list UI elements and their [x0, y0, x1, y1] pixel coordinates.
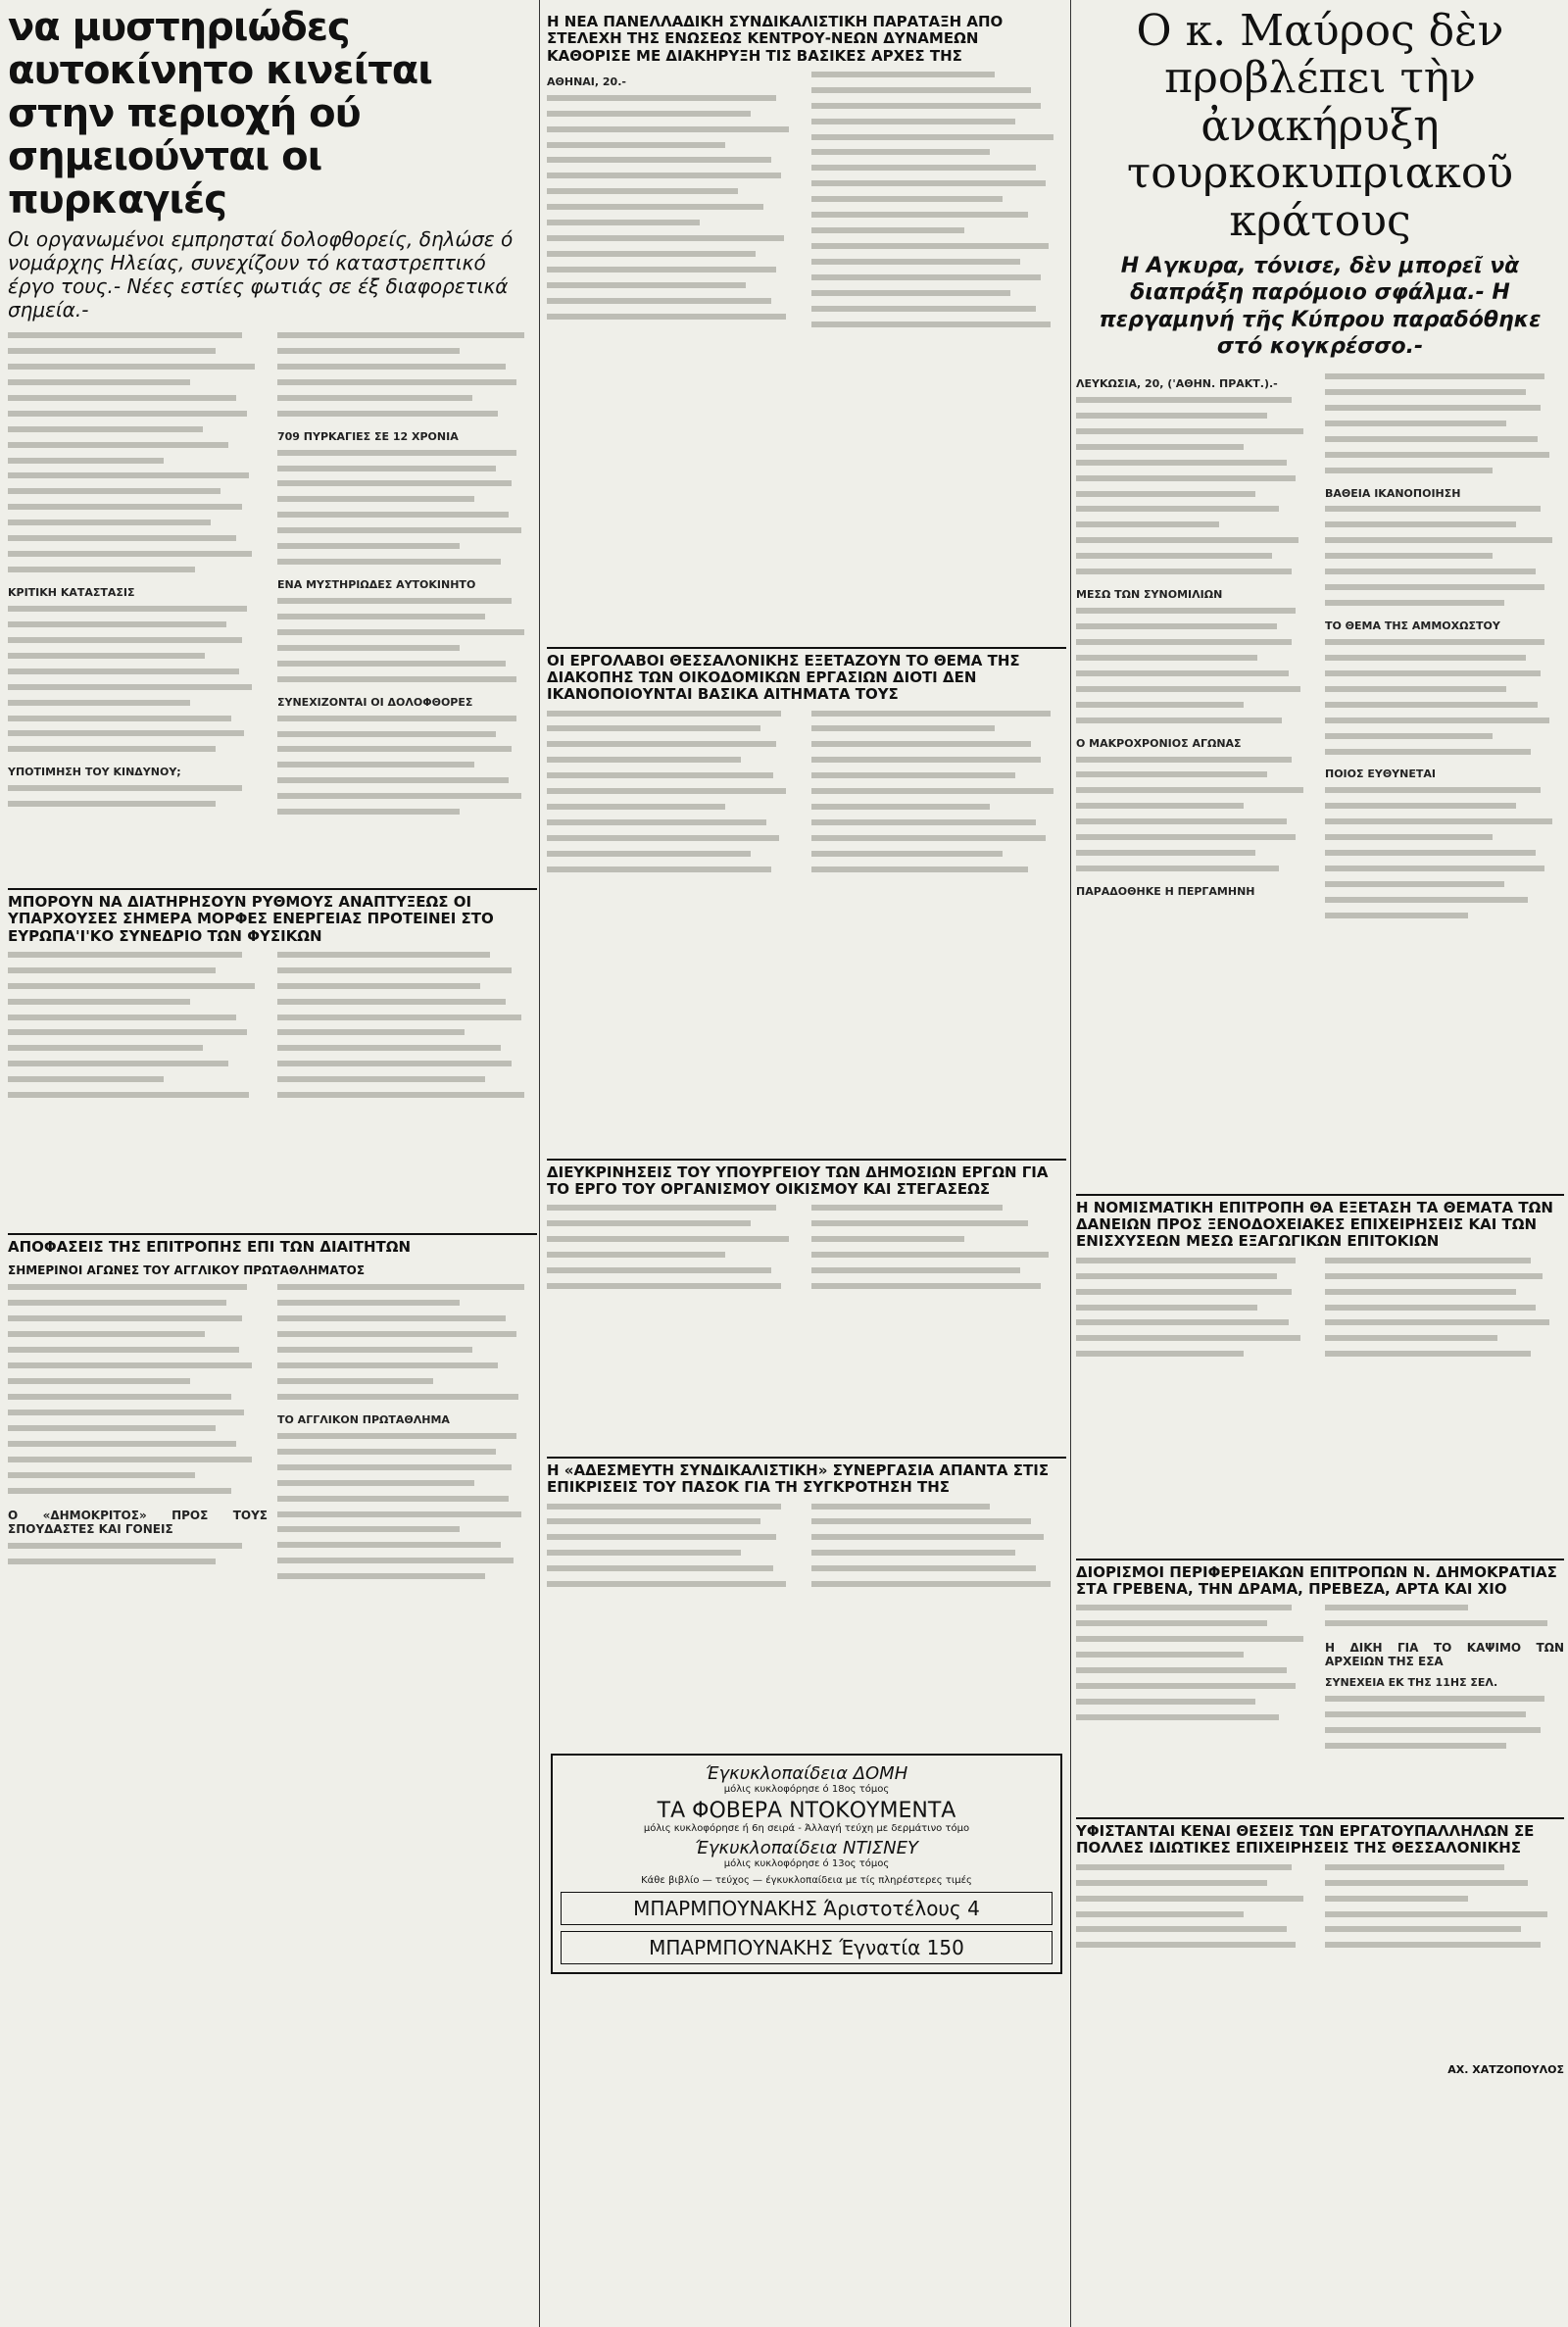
article-body: [1076, 1255, 1564, 1549]
ad-line: Έγκυκλοπαίδεια ΝΤΙΣΝΕΥ: [695, 1837, 918, 1858]
article-headline: Η ΝΟΜΙΣΜΑΤΙΚΗ ΕΠΙΤΡΟΠΗ ΘΑ ΕΞΕΤΑΣΗ ΤΑ ΘΕΜΑΤΑ ΤΩΝ ΔΑΝΕΙΩΝ ΠΡΟΣ ΞΕΝΟΔΟΧΕΙΑΚΕΣ ΕΠΙΧΕΙΡΗΣΕΙΣ ΚΑΙ ΤΩΝ ΕΝΙΣΧΥΣΕΩΝ ΜΕΣΩ ΕΞΑΓΩΓΙΚΩΝ ΕΠΙΤΟΚΙΩΝ: [1076, 1194, 1564, 1251]
article-body: [547, 1501, 1066, 1746]
article-headline: ΔΙΟΡΙΣΜΟΙ ΠΕΡΙΦΕΡΕΙΑΚΩΝ ΕΠΙΤΡΟΠΩΝ Ν. ΔΗΜΟΚΡΑΤΙΑΣ ΣΤΑ ΓΡΕΒΕΝΑ, ΤΗΝ ΔΡΑΜΑ, ΠΡΕΒΕΖΑ, ΑΡΤΑ ΚΑΙ ΧΙΟ: [1076, 1559, 1564, 1599]
subheading: Ο ΜΑΚΡΟΧΡΟΝΙΟΣ ΑΓΩΝΑΣ: [1076, 736, 1242, 750]
article-body: [1076, 371, 1564, 1184]
article-body: [8, 1281, 537, 1634]
article-body: [547, 1202, 1066, 1447]
article-headline: ΑΠΟΦΑΣΕΙΣ ΤΗΣ ΕΠΙΤΡΟΠΗΣ ΕΠΙ ΤΩΝ ΔΙΑΙΤΗΤΩΝ: [8, 1233, 537, 1256]
column-rule: [1070, 0, 1071, 2327]
headline-deck-right: Η Αγκυρα, τόνισε, δὲν μπορεῖ νὰ διαπράξη παρόμοιο σφάλμα.- Η περγαμηνή τῆς Κύπρου παραδόθηκε στό κογκρέσσο.-: [1099, 253, 1542, 360]
article-headline: Η ΝΕΑ ΠΑΝΕΛΛΑΔΙΚΗ ΣΥΝΔΙΚΑΛΙΣΤΙΚΗ ΠΑΡΑΤΑΞΗ ΑΠΟ ΣΤΕΛΕΧΗ ΤΗΣ ΕΝΩΣΕΩΣ ΚΕΝΤΡΟΥ-ΝΕΩΝ ΔΥΝΑΜΕΩΝ ΚΑΘΟΡΙΣΕ ΜΕ ΔΙΑΚΗΡΥΞΗ ΤΙΣ ΒΑΣΙΚΕΣ ΑΡΧΕΣ ΤΗΣ: [547, 13, 1004, 65]
ad-line: μόλις κυκλοφόρησε ό 18ος τόμος: [723, 1783, 890, 1795]
subheading: ΕΝΑ ΜΥΣΤΗΡΙΩΔΕΣ ΑΥΤΟΚΙΝΗΤΟ: [277, 578, 476, 592]
subheading: ΣΥΝΕΧΙΖΟΝΤΑΙ ΟΙ ΔΟΛΟΦΘΟΡΕΣ: [277, 695, 473, 709]
main-headline-right: Ο κ. Μαύρος δὲν προβλέπει τὴν ἀνακήρυξη τουρκοκυπριακοῦ κράτους: [1126, 6, 1514, 246]
subheading: ΒΑΘΕΙΑ ΙΚΑΝΟΠΟΙΗΣΗ: [1325, 486, 1461, 500]
subheading: ΥΠΟΤΙΜΗΣΗ ΤΟΥ ΚΙΝΔΥΝΟΥ;: [8, 766, 181, 779]
article-headline: ΜΠΟΡΟΥΝ ΝΑ ΔΙΑΤΗΡΗΣΟΥΝ ΡΥΘΜΟΥΣ ΑΝΑΠΤΥΞΕΩΣ ΟΙ ΥΠΑΡΧΟΥΣΕΣ ΣΗΜΕΡΑ ΜΟΡΦΕΣ ΕΝΕΡΓΕΙΑΣ ΠΡΟΤΕΙΝΕΙ ΣΤΟ ΕΥΡΩΠΑ'Ι'ΚΟ ΣΥΝΕΔΡΙΟ ΤΩΝ ΦΥΣΙΚΩΝ: [8, 888, 537, 945]
article-body: [8, 949, 537, 1223]
subheading: ΤΟ ΑΓΓΛΙΚΟΝ ΠΡΩΤΑΘΛΗΜΑ: [277, 1412, 450, 1426]
subheading: ΚΡΙΤΙΚΗ ΚΑΤΑΣΤΑΣΙΣ: [8, 586, 135, 599]
article-headline: Η ΔΙΚΗ ΓΙΑ ΤΟ ΚΑΨΙΜΟ ΤΩΝ ΑΡΧΕΙΩΝ ΤΗΣ ΕΣΑ: [1325, 1641, 1564, 1669]
main-headline-left: να μυστηριώδες αυτοκίνητο κινείται στην περιοχή ού σημειούνται οι πυρκαγιές: [8, 5, 432, 223]
article-body: [8, 329, 537, 878]
column-rule: [539, 0, 540, 2327]
ad-line: μόλις κυκλοφόρησε ό 13ος τόμος: [723, 1857, 890, 1869]
shop-address: ΜΠΑΡΜΠΟΥΝΑΚΗΣ Έγνατία 150: [561, 1931, 1053, 1964]
subheading: ΜΕΣΩ ΤΩΝ ΣΥΝΟΜΙΛΙΩΝ: [1076, 588, 1223, 602]
bookshop-advertisement: [551, 1754, 1062, 1974]
article-headline: ΥΦΙΣΤΑΝΤΑΙ ΚΕΝΑΙ ΘΕΣΕΙΣ ΤΩΝ ΕΡΓΑΤΟΥΠΑΛΛΗΛΩΝ ΣΕ ΠΟΛΛΕΣ ΙΔΙΩΤΙΚΕΣ ΕΠΙΧΕΙΡΗΣΕΙΣ ΤΗΣ ΘΕΣΣΑΛΟΝΙΚΗΣ: [1076, 1817, 1564, 1857]
subheading: ΤΟ ΘΕΜΑ ΤΗΣ ΑΜΜΟΧΩΣΤΟΥ: [1325, 619, 1500, 633]
article-headline: ΣΗΜΕΡΙΝΟΙ ΑΓΩΝΕΣ ΤΟΥ ΑΓΓΛΙΚΟΥ ΠΡΩΤΑΘΛΗΜΑΤΟΣ: [8, 1263, 366, 1277]
article-body: [547, 69, 1066, 637]
dateline: ΛΕΥΚΩΣΙΑ, 20, ('ΑΘΗΝ. ΠΡΑΚΤ.).-: [1076, 376, 1278, 390]
ad-line: ΤΑ ΦΟΒΕΡΑ ΝΤΟΚΟΥΜΕΝΤΑ: [657, 1798, 956, 1823]
ad-line: Έγκυκλοπαίδεια ΔΟΜΗ: [705, 1762, 908, 1784]
article-headline: Η «ΑΔΕΣΜΕΥΤΗ ΣΥΝΔΙΚΑΛΙΣΤΙΚΗ» ΣΥΝΕΡΓΑΣΙΑ ΑΠΑΝΤΑ ΣΤΙΣ ΕΠΙΚΡΙΣΕΙΣ ΤΟΥ ΠΑΣΟΚ ΓΙΑ ΤΗ ΣΥΓΚΡΟΤΗΣΗ ΤΗΣ: [547, 1457, 1066, 1497]
article-body: [1076, 1602, 1564, 1807]
middle-column: [547, 0, 1066, 2327]
subheading: 709 ΠΥΡΚΑΓΙΕΣ ΣΕ 12 ΧΡΟΝΙΑ: [277, 429, 459, 443]
left-column: [8, 0, 537, 2327]
article-body: [1076, 1861, 1564, 2057]
ad-line: μόλις κυκλοφόρησε ή 6η σειρά - Άλλαγή τεύχη με δερμάτινο τόμο: [643, 1822, 970, 1834]
article-signature: ΑΧ. ΧΑΤΖΟΠΟΥΛΟΣ: [1447, 2062, 1564, 2076]
article-headline: ΔΙΕΥΚΡΙΝΗΣΕΙΣ ΤΟΥ ΥΠΟΥΡΓΕΙΟΥ ΤΩΝ ΔΗΜΟΣΙΩΝ ΕΡΓΩΝ ΓΙΑ ΤΟ ΕΡΓΟ ΤΟΥ ΟΡΓΑΝΙΣΜΟΥ ΟΙΚΙΣΜΟΥ ΚΑΙ ΣΤΕΓΑΣΕΩΣ: [547, 1159, 1066, 1199]
headline-deck-left: Οι οργανωμένοι εμπρησταί δολοφθορείς, δηλώσε ό νομάρχης Ηλείας, συνεχίζουν τό καταστρεπτικό έργο τους.- Νέες εστίες φωτιάς σε έξ διαφορετικά σημεία.-: [8, 227, 514, 322]
article-body: [547, 708, 1066, 1149]
shop-address: ΜΠΑΡΜΠΟΥΝΑΚΗΣ Άριστοτέλους 4: [561, 1892, 1053, 1925]
subheading: ΠΟΙΟΣ ΕΥΘΥΝΕΤΑΙ: [1325, 767, 1436, 781]
article-headline: ΟΙ ΕΡΓΟΛΑΒΟΙ ΘΕΣΣΑΛΟΝΙΚΗΣ ΕΞΕΤΑΖΟΥΝ ΤΟ ΘΕΜΑ ΤΗΣ ΔΙΑΚΟΠΗΣ ΤΩΝ ΟΙΚΟΔΟΜΙΚΩΝ ΕΡΓΑΣΙΩΝ ΔΙΟΤΙ ΔΕΝ ΙΚΑΝΟΠΟΙΟΥΝΤΑΙ ΒΑΣΙΚΑ ΑΙΤΗΜΑΤΑ ΤΟΥΣ: [547, 647, 1066, 704]
ad-line: Κάθε βιβλίο — τεύχος — έγκυκλοπαίδεια με τίς πληρέστερες τιμές: [641, 1874, 972, 1886]
dateline: ΑΘΗΝΑΙ, 20.-: [547, 74, 626, 88]
article-headline: Ο «ΔΗΜΟΚΡΙΤΟΣ» ΠΡΟΣ ΤΟΥΣ ΣΠΟΥΔΑΣΤΕΣ ΚΑΙ ΓΟΝΕΙΣ: [8, 1508, 268, 1536]
subheading: ΣΥΝΕΧΕΙΑ ΕΚ ΤΗΣ 11ΗΣ ΣΕΛ.: [1325, 1675, 1498, 1689]
right-column: [1076, 0, 1564, 2327]
subheading: ΠΑΡΑΔΟΘΗΚΕ Η ΠΕΡΓΑΜΗΝΗ: [1076, 885, 1255, 899]
